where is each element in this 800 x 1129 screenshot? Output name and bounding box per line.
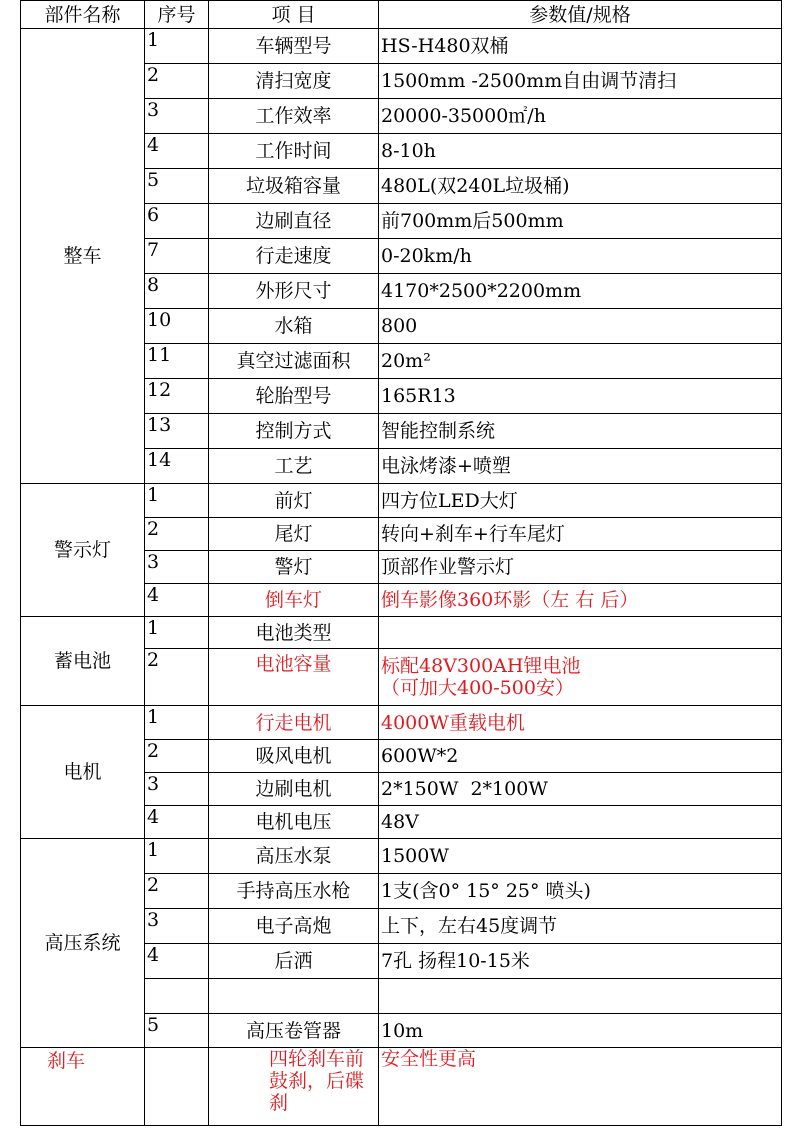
row-no: 4 [145,584,209,617]
row-item: 轮胎型号 [209,379,379,414]
row-value: 倒车影像360环影（左 右 后） [379,584,782,617]
row-item: 吸风电机 [209,740,379,773]
row-value: 600W*2 [379,740,782,773]
row-item: 行走电机 [209,706,379,740]
row-item: 倒车灯 [209,584,379,617]
row-value: 165R13 [379,379,782,414]
row-no [145,979,209,1014]
row-no: 1 [145,29,209,64]
row-no: 4 [145,944,209,979]
row-item: 高压水泵 [209,839,379,874]
row-item: 工作时间 [209,134,379,169]
row-item: 前灯 [209,484,379,518]
row-value: 上下，左右45度调节 [379,909,782,944]
row-item [209,979,379,1014]
row-no [145,1048,209,1126]
table-row [21,706,782,740]
row-item: 车辆型号 [209,29,379,64]
row-value: 顶部作业警示灯 [379,551,782,584]
row-value: HS-H480双桶 [379,29,782,64]
row-no: 8 [145,274,209,309]
header-part: 部件名称 [21,1,145,29]
row-value: 20m² [379,344,782,379]
row-value: 智能控制系统 [379,414,782,449]
row-no: 5 [145,1014,209,1048]
row-value: 4170*2500*2200mm [379,274,782,309]
row-no: 4 [145,134,209,169]
row-item: 警灯 [209,551,379,584]
row-value: 1支(含0° 15° 25° 喷头) [379,874,782,909]
row-no: 2 [145,518,209,551]
row-value: 4000W重载电机 [379,706,782,740]
row-value: 10m [379,1014,782,1048]
row-no: 2 [145,64,209,99]
row-item: 电子高炮 [209,909,379,944]
header-no: 序号 [145,1,209,29]
row-no: 1 [145,617,209,649]
row-no: 1 [145,839,209,874]
row-no: 5 [145,169,209,204]
row-item: 行走速度 [209,239,379,274]
row-value: 48V [379,806,782,839]
row-no: 2 [145,874,209,909]
row-no: 14 [145,449,209,484]
row-no: 3 [145,551,209,584]
row-value: 1500mm -2500mm自由调节清扫 [379,64,782,99]
section-motor: 电机 [21,706,145,839]
row-no: 3 [145,773,209,806]
section-battery: 蓄电池 [21,617,145,706]
row-value: 7孔 扬程10-15米 [379,944,782,979]
header-row [21,1,782,29]
row-item: 后洒 [209,944,379,979]
section-vehicle: 整车 [21,29,145,484]
row-item: 工作效率 [209,99,379,134]
row-value: 2*150W 2*100W [379,773,782,806]
row-item: 电机电压 [209,806,379,839]
row-item: 电池类型 [209,617,379,649]
row-value: 800 [379,309,782,344]
row-item: 高压卷管器 [209,1014,379,1048]
header-param: 参数值/规格 [379,1,782,29]
row-item: 电池容量 [209,649,379,706]
row-value [379,617,782,649]
row-value [379,649,782,706]
row-value: 安全性更高 [379,1048,782,1126]
row-value: 1500W [379,839,782,874]
row-item: 工艺 [209,449,379,484]
row-no: 6 [145,204,209,239]
row-no: 2 [145,740,209,773]
spec-table [20,0,782,1126]
table-row [21,617,782,649]
row-no: 3 [145,909,209,944]
row-value: 四方位LED大灯 [379,484,782,518]
table-row [21,1048,782,1126]
table-row [21,29,782,64]
row-item: 水箱 [209,309,379,344]
row-item: 外形尺寸 [209,274,379,309]
row-no: 11 [145,344,209,379]
row-value: 电泳烤漆+喷塑 [379,449,782,484]
row-item: 清扫宽度 [209,64,379,99]
battery-capacity-line2: （可加大400-500安） [381,677,574,699]
row-no: 13 [145,414,209,449]
table-row [21,839,782,874]
row-value: 8-10h [379,134,782,169]
row-value: 前700mm后500mm [379,204,782,239]
row-item: 四轮刹车前鼓刹，后碟刹 [209,1048,379,1126]
row-no: 4 [145,806,209,839]
row-no: 3 [145,99,209,134]
row-no: 1 [145,706,209,740]
row-value: 20000-35000㎡/h [379,99,782,134]
row-item: 控制方式 [209,414,379,449]
row-value: 转向+刹车+行车尾灯 [379,518,782,551]
row-value [379,979,782,1014]
section-warning-lights: 警示灯 [21,484,145,617]
row-item: 真空过滤面积 [209,344,379,379]
row-item: 边刷直径 [209,204,379,239]
row-item: 边刷电机 [209,773,379,806]
row-value: 480L(双240L垃圾桶) [379,169,782,204]
battery-capacity-line1: 标配48V300AH锂电池 [381,655,581,677]
row-item: 手持高压水枪 [209,874,379,909]
row-no: 12 [145,379,209,414]
row-no: 10 [145,309,209,344]
header-item: 项 目 [209,1,379,29]
row-no: 1 [145,484,209,518]
row-item: 尾灯 [209,518,379,551]
section-brake: 刹车 [21,1048,145,1126]
row-item: 垃圾箱容量 [209,169,379,204]
row-no: 2 [145,649,209,706]
section-high-pressure: 高压系统 [21,839,145,1048]
row-no: 7 [145,239,209,274]
row-value: 0-20km/h [379,239,782,274]
table-row [21,484,782,518]
